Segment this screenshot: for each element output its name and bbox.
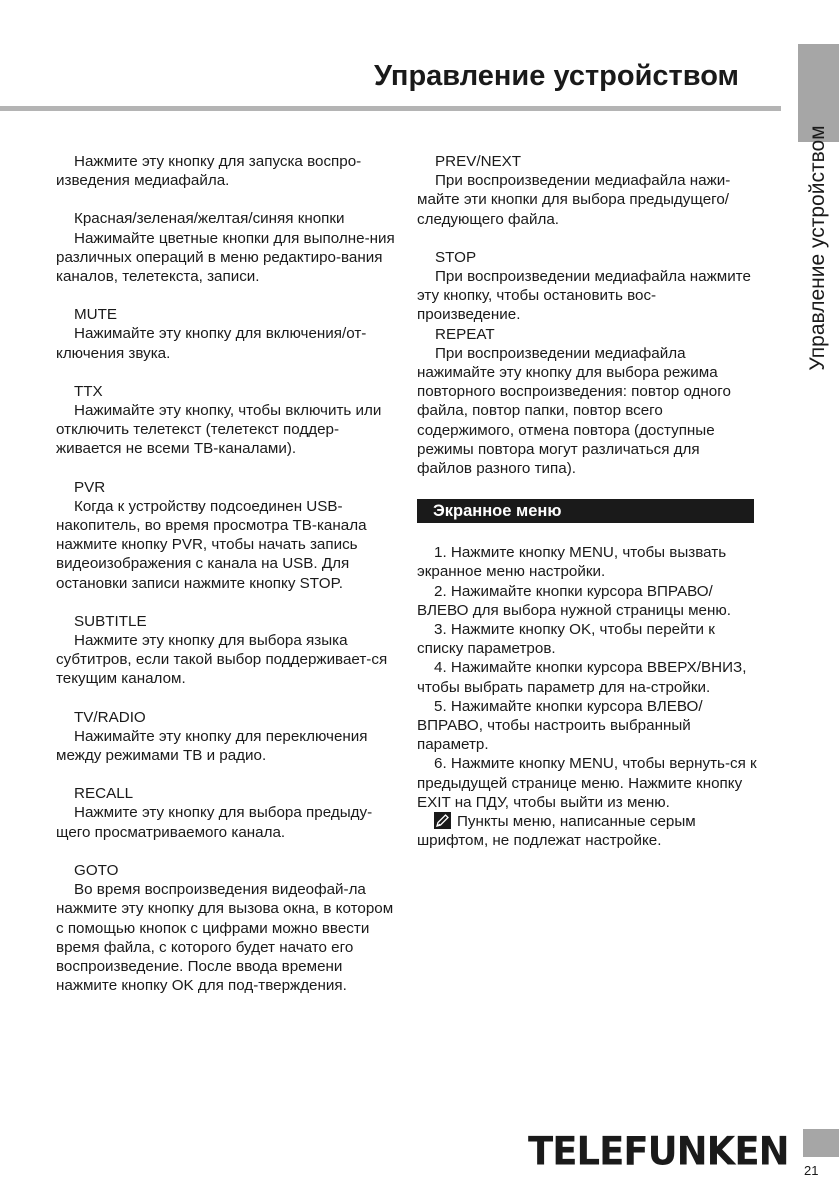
entry-heading: PVR bbox=[74, 478, 106, 496]
stop-entry bbox=[417, 248, 757, 325]
section-heading-onscreen-menu: Экранное меню bbox=[417, 499, 754, 523]
intro-paragraph bbox=[56, 152, 396, 190]
repeat-entry bbox=[417, 325, 757, 479]
menu-step: 6. Нажмите кнопку MENU, чтобы вернуть-ся к предыдущей странице меню. Нажмите кнопку EXIT на ПДУ, чтобы выйти из меню. bbox=[417, 755, 757, 811]
entry-body: Нажимайте эту кнопку для переключения между режимами ТВ и радио. bbox=[56, 727, 368, 765]
side-section-label: Управление устройством bbox=[806, 125, 829, 371]
entry-heading: RECALL bbox=[74, 785, 134, 803]
menu-step: 4. Нажимайте кнопки курсора ВВЕРХ/ВНИЗ, чтобы выбрать параметр для на-стройки. bbox=[417, 659, 747, 696]
entry-heading: PREV/NEXT bbox=[435, 153, 522, 170]
page-number: 21 bbox=[804, 1163, 819, 1178]
entry-body: Нажимайте эту кнопку для включения/от-ключения звука. bbox=[56, 325, 367, 362]
entry-body: Нажмите эту кнопку для выбора языка субтитров, если такой выбор поддерживает-ся текущим каналом. bbox=[56, 632, 388, 688]
entry-body: Нажмите эту кнопку для выбора предыду-щего просматриваемого канала. bbox=[56, 804, 373, 841]
ttx-entry bbox=[56, 382, 396, 459]
pvr-entry bbox=[56, 478, 396, 593]
brand-logo: TELEFUNKEN bbox=[528, 1129, 789, 1175]
mute-entry bbox=[56, 305, 396, 363]
menu-step: 5. Нажимайте кнопки курсора ВЛЕВО/ВПРАВО, чтобы настроить выбранный параметр. bbox=[417, 697, 703, 754]
note-text: Пункты меню, написанные серым шрифтом, не подлежат настройке. bbox=[417, 813, 696, 850]
menu-step: 1. Нажмите кнопку MENU, чтобы вызвать экранное меню настройки. bbox=[417, 544, 727, 581]
prev-next-entry bbox=[417, 152, 757, 229]
menu-step: 3. Нажмите кнопку OK, чтобы перейти к списку параметров. bbox=[417, 621, 715, 658]
entry-body: При воспроизведении медиафайла нажимайте эту кнопку для выбора режима повторного воспроизведения: повтор одного файла, повтор папки, повтор всего содержимого, отмена повтора (доступные режимы повтора могут различаться для файлов разного типа). bbox=[417, 344, 731, 478]
goto-entry bbox=[56, 861, 396, 995]
entry-body: При воспроизведении медиафайла нажи-майте эти кнопки для выбора предыдущего/следующего файла. bbox=[417, 172, 731, 228]
left-column bbox=[56, 152, 396, 995]
entry-heading: GOTO bbox=[74, 861, 119, 879]
subtitle-entry bbox=[56, 612, 396, 689]
page-title: Управление устройством bbox=[374, 60, 739, 92]
entry-heading: MUTE bbox=[74, 306, 118, 324]
menu-step: 2. Нажимайте кнопки курсора ВПРАВО/ВЛЕВО для выбора нужной страницы меню. bbox=[417, 582, 732, 619]
entry-body: Нажимайте эту кнопку, чтобы включить или отключить телетекст (телетекст поддер-живается не всеми ТВ-каналами). bbox=[56, 402, 382, 458]
note-paragraph bbox=[417, 812, 757, 850]
entry-heading: Красная/зеленая/желтая/синяя кнопки bbox=[74, 210, 345, 228]
note-pencil-icon bbox=[434, 812, 451, 829]
entry-heading: SUBTITLE bbox=[74, 612, 147, 630]
right-column bbox=[417, 152, 757, 851]
entry-heading: STOP bbox=[435, 248, 477, 266]
entry-body: Нажимайте цветные кнопки для выполне-ния различных операций в меню редактиро-вания каналов, телетекста, записи. bbox=[56, 229, 395, 286]
entry-body: При воспроизведении медиафайла нажмите эту кнопку, чтобы остановить вос-произведение. bbox=[417, 268, 751, 324]
entry-heading: TV/RADIO bbox=[74, 708, 146, 726]
intro-text: Нажмите эту кнопку для запуска воспро-изведения медиафайла. bbox=[56, 153, 362, 190]
entry-body: Когда к устройству подсоединен USB-накопитель, во время просмотра ТВ-канала нажмите кнопку PVR, чтобы начать запись видеоизображения с канала на USB. Для остановки записи нажмите кнопку STOP. bbox=[56, 497, 367, 592]
header-rule bbox=[0, 106, 781, 111]
entry-heading: REPEAT bbox=[435, 325, 495, 343]
recall-entry bbox=[56, 784, 396, 842]
page-tab bbox=[803, 1129, 839, 1157]
tv-radio-entry bbox=[56, 708, 396, 766]
entry-body: Во время воспроизведения видеофай-ла нажмите эту кнопку для вызова окна, в котором с помощью кнопок с цифрами можно ввести время файла, с которого будет начато его воспроизведение. После ввода времени нажмите кнопку OK для под-тверждения. bbox=[56, 881, 394, 995]
color-buttons-entry bbox=[56, 209, 396, 286]
entry-heading: TTX bbox=[74, 382, 103, 400]
